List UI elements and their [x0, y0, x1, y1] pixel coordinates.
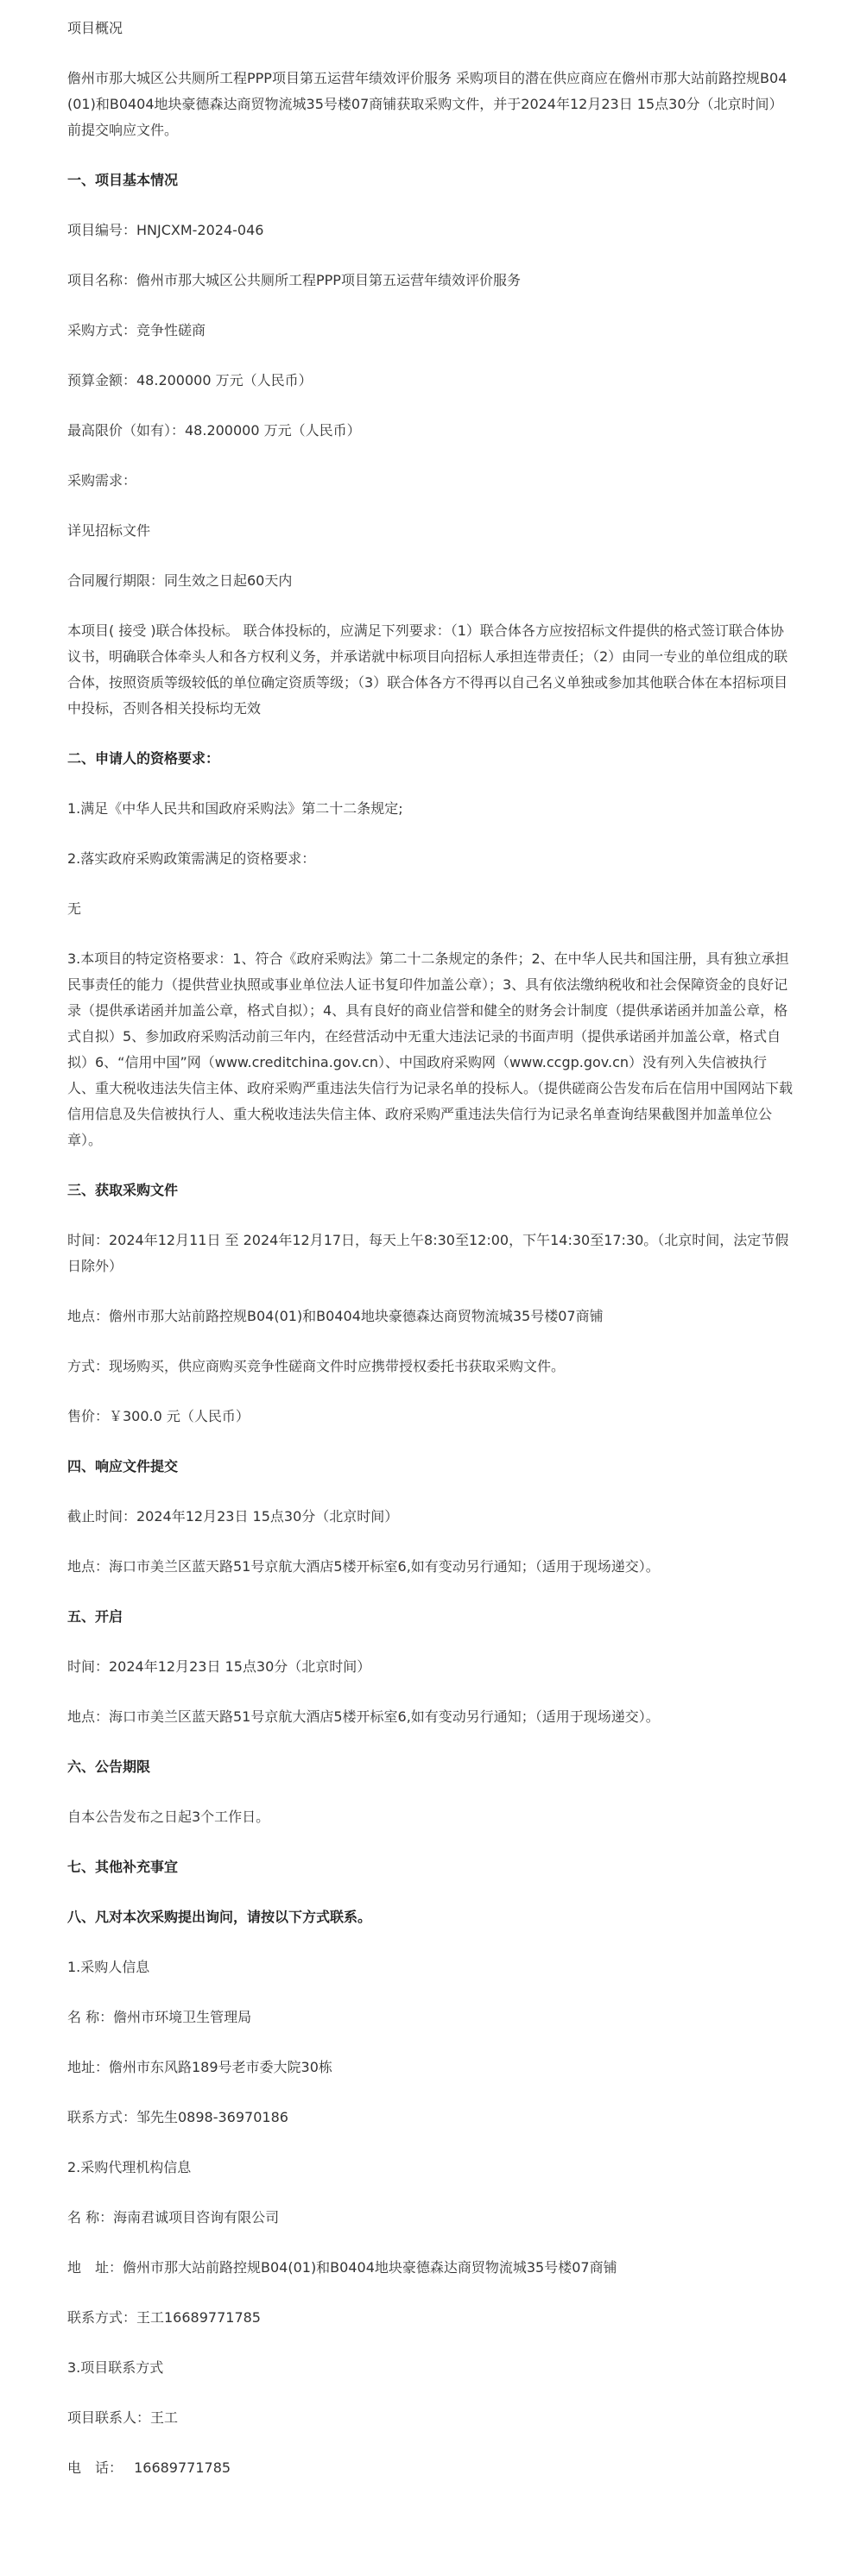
section-heading-opening: 五、开启	[67, 1608, 123, 1625]
submission-place: 地点：海口市美兰区蓝天路51号京航大酒店5楼开标室6,如有变动另行通知；（适用于现场递交）。	[67, 1558, 660, 1575]
submission-deadline: 截止时间：2024年12月23日 15点30分（北京时间）	[67, 1508, 399, 1525]
project-number: 项目编号：HNJCXM-2024-046	[67, 222, 264, 238]
obtain-price: 售价：￥300.0 元（人民币）	[67, 1408, 250, 1424]
qualification-2: 2.落实政府采购政策需满足的资格要求：	[67, 850, 316, 867]
project-contact-person: 项目联系人：王工	[67, 2409, 179, 2426]
budget-amount: 预算金额：48.200000 万元（人民币）	[67, 372, 313, 388]
section-heading-supplementary: 七、其他补充事宜	[67, 1859, 179, 1875]
buyer-info-title: 1.采购人信息	[67, 1959, 150, 1975]
section-heading-obtain-docs: 三、获取采购文件	[67, 1182, 179, 1198]
section-heading-submission: 四、响应文件提交	[67, 1458, 179, 1474]
project-contact-title: 3.项目联系方式	[67, 2359, 164, 2376]
notice-period-text: 自本公告发布之日起3个工作日。	[67, 1809, 270, 1825]
opening-time: 时间：2024年12月23日 15点30分（北京时间）	[67, 1658, 371, 1675]
section-heading-contacts: 八、凡对本次采购提出询问，请按以下方式联系。	[67, 1909, 372, 1925]
buyer-name: 名 称：儋州市环境卫生管理局	[67, 2009, 252, 2025]
demand-value: 详见招标文件	[67, 522, 151, 539]
max-price: 最高限价（如有）：48.200000 万元（人民币）	[67, 422, 361, 439]
agency-address: 地 址：儋州市那大站前路控规B04(01)和B0404地块豪德森达商贸物流城35号楼07商铺	[67, 2259, 617, 2276]
buyer-contact: 联系方式：邹先生0898-36970186	[67, 2109, 288, 2125]
section-heading-notice-period: 六、公告期限	[67, 1758, 151, 1775]
qualification-1: 1.满足《中华人民共和国政府采购法》第二十二条规定;	[67, 800, 403, 817]
section-heading-basic-info: 一、项目基本情况	[67, 172, 179, 188]
agency-info-title: 2.采购代理机构信息	[67, 2159, 192, 2175]
obtain-place: 地点：儋州市那大站前路控规B04(01)和B0404地块豪德森达商贸物流城35号楼07商铺	[67, 1308, 604, 1324]
qualification-3: 3.本项目的特定资格要求：1、符合《政府采购法》第二十二条规定的条件；2、在中华人民共和国注册，具有独立承担民事责任的能力（提供营业执照或事业单位法人证书复印件加盖公章）；3、具有依法缴纳税收和社会保障资金的良好记录（提供承诺函并加盖公章，格式自拟）；4、具有良好的商业信誉和健全的财务会计制度（提供承诺函并加盖公章，格式自拟）5、参加政府采购活动前三年内，在经营活动中无重大违法记录的书面声明（提供承诺函并加盖公章，格式自拟）6、“信用中国”网（www.creditchina.gov.cn）、中国政府采购网（www.ccgp.gov.cn）没有列入失信被执行人、重大税收违法失信主体、政府采购严重违法失信行为记录名单的投标人。（提供磋商公告发布后在信用中国网站下载信用信息及失信被执行人、重大税收违法失信主体、政府采购严重违法失信行为记录名单查询结果截图并加盖单位公章）。	[67, 950, 794, 1148]
project-contact-phone: 电 话： 16689771785	[67, 2459, 231, 2476]
page-heading: 项目概况	[67, 20, 123, 36]
qualification-2-value: 无	[67, 900, 82, 917]
buyer-address: 地址：儋州市东风路189号老市委大院30栋	[67, 2059, 332, 2075]
project-name: 项目名称：儋州市那大城区公共厕所工程PPP项目第五运营年绩效评价服务	[67, 272, 521, 288]
consortium-requirements: 本项目( 接受 )联合体投标。 联合体投标的，应满足下列要求：（1）联合体各方应按招标文件提供的格式签订联合体协议书，明确联合体牵头人和各方权利义务，并承诺就中标项目向招标人承担连带责任；（2）由同一专业的单位组成的联合体，按照资质等级较低的单位确定资质等级；（3）联合体各方不得再以自己名义单独或参加其他联合体在本招标项目中投标，否则各相关投标均无效	[67, 622, 788, 717]
procurement-method: 采购方式：竞争性磋商	[67, 322, 206, 338]
obtain-time: 时间：2024年12月11日 至 2024年12月17日，每天上午8:30至12:00，下午14:30至17:30。（北京时间，法定节假日除外）	[67, 1232, 789, 1274]
obtain-way: 方式：现场购买，供应商购买竞争性磋商文件时应携带授权委托书获取采购文件。	[67, 1358, 566, 1374]
overview-paragraph: 儋州市那大城区公共厕所工程PPP项目第五运营年绩效评价服务 采购项目的潜在供应商应在儋州市那大站前路控规B04(01)和B0404地块豪德森达商贸物流城35号楼07商铺获取采购文件，并于2024年12月23日 15点30分（北京时间）前提交响应文件。	[67, 70, 788, 138]
agency-contact: 联系方式：王工16689771785	[67, 2309, 261, 2326]
agency-name: 名 称：海南君诚项目咨询有限公司	[67, 2209, 280, 2226]
section-heading-qualifications: 二、申请人的资格要求：	[67, 750, 220, 767]
demand-label: 采购需求：	[67, 472, 137, 489]
opening-place: 地点：海口市美兰区蓝天路51号京航大酒店5楼开标室6,如有变动另行通知；（适用于现场递交）。	[67, 1708, 660, 1725]
contract-period: 合同履行期限：同生效之日起60天内	[67, 572, 293, 589]
